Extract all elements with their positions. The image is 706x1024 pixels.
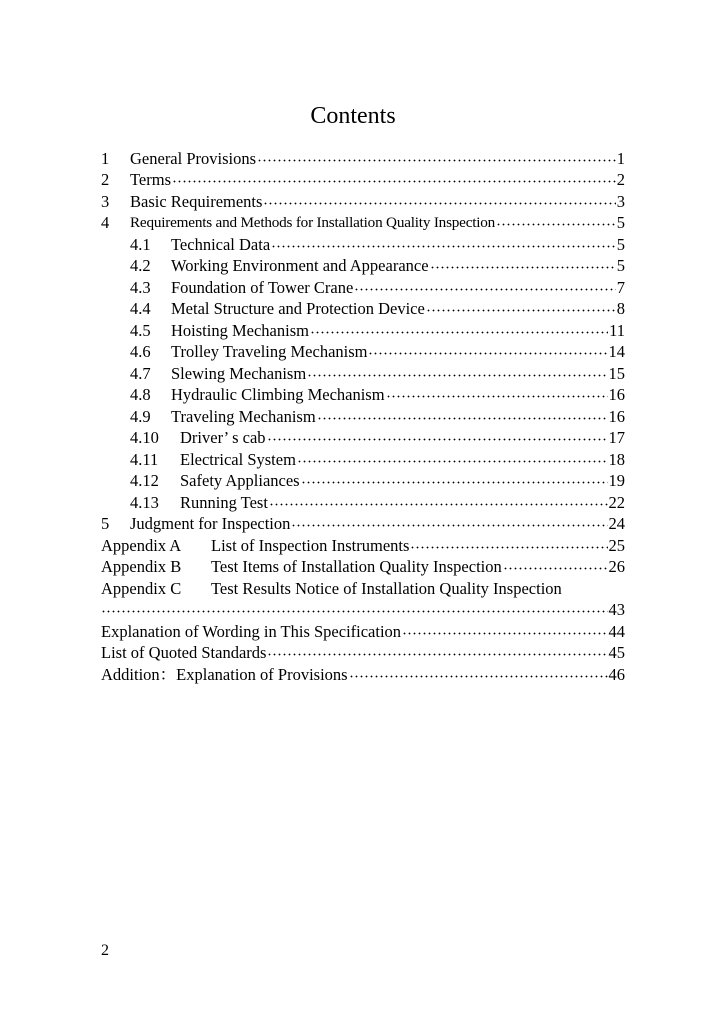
- toc-leader-dots: [101, 609, 608, 614]
- toc-entry-page: 14: [608, 342, 625, 361]
- toc-entry[interactable]: [101, 211, 625, 233]
- toc-entry-number: 4.1: [130, 234, 151, 254]
- toc-entry-page: 43: [608, 600, 625, 619]
- toc-entry-page: 17: [608, 428, 625, 447]
- toc-entry-title: Judgment for Inspection: [130, 514, 291, 533]
- toc-leader-dots: [267, 652, 607, 657]
- toc-entry[interactable]: [101, 318, 625, 340]
- toc-entry[interactable]: [101, 533, 625, 555]
- toc-entry[interactable]: [101, 404, 625, 426]
- table-of-contents: [101, 146, 625, 684]
- toc-leader-dots: [172, 179, 616, 184]
- toc-entry[interactable]: [101, 490, 625, 512]
- toc-entry-number: 4.9: [130, 406, 151, 426]
- toc-entry-title: Foundation of Tower Crane: [171, 277, 354, 297]
- toc-entry-number: 3: [101, 191, 110, 211]
- toc-entry-page: 16: [608, 385, 625, 404]
- toc-entry-number: 4.8: [130, 385, 151, 404]
- toc-entry[interactable]: [101, 189, 625, 211]
- toc-entry-number: 1: [101, 148, 110, 168]
- toc-entry-title: Hydraulic Climbing Mechanism: [171, 385, 385, 404]
- toc-entry-page: 3: [616, 191, 625, 211]
- toc-entry-title: List of Quoted Standards: [101, 643, 267, 662]
- toc-entry-title: General Provisions: [130, 148, 257, 168]
- toc-entry[interactable]: [101, 641, 625, 663]
- toc-entry-title: Requirements and Methods for Installation Quality Inspection: [130, 214, 496, 231]
- toc-entry[interactable]: [101, 555, 625, 577]
- toc-entry-title: Test Results Notice of Installation Quality Inspection: [211, 578, 562, 598]
- toc-entry-number: Appendix B: [101, 557, 182, 576]
- toc-entry[interactable]: [101, 168, 625, 190]
- toc-entry-page: 5: [616, 256, 625, 275]
- toc-entry[interactable]: [101, 619, 625, 641]
- toc-leader-dots: [368, 351, 607, 356]
- toc-entry-title: Electrical System: [180, 449, 296, 469]
- toc-entry-number: 5: [101, 514, 110, 533]
- toc-leader-dots: [271, 244, 616, 249]
- toc-entry[interactable]: [101, 469, 625, 491]
- toc-leader-dots: [263, 201, 615, 206]
- toc-entry-page: 16: [608, 406, 625, 426]
- toc-leader-dots: [267, 437, 608, 442]
- toc-leader-dots: [386, 394, 608, 399]
- toc-entry-title: Test Items of Installation Quality Inspection: [211, 557, 502, 576]
- toc-entry[interactable]: [101, 340, 625, 362]
- toc-entry-title: Driver’ s cab: [180, 428, 266, 447]
- toc-entry-number: 4.2: [130, 256, 151, 275]
- toc-entry-number: 4.12: [130, 471, 159, 490]
- toc-entry-page: 8: [616, 299, 625, 318]
- toc-entry-page: 45: [608, 643, 625, 662]
- toc-leader-dots: [426, 308, 616, 313]
- toc-entry-page: 2: [616, 170, 625, 189]
- toc-entry-title: Working Environment and Appearance: [171, 256, 429, 275]
- toc-entry-page: 46: [608, 664, 625, 684]
- toc-leader-dots: [496, 222, 616, 227]
- toc-entry-title: Slewing Mechanism: [171, 363, 307, 383]
- toc-leader-dots: [257, 158, 616, 163]
- toc-entry-number: 4.6: [130, 342, 151, 361]
- toc-entry-title: Technical Data: [171, 234, 271, 254]
- toc-entry-page: 11: [609, 320, 625, 340]
- toc-leader-dots: [301, 480, 608, 485]
- toc-leader-dots: [297, 459, 608, 464]
- toc-entry-title: Hoisting Mechanism: [171, 320, 309, 340]
- toc-leader-dots: [402, 631, 607, 636]
- toc-leader-dots: [307, 373, 607, 378]
- toc-entry-number: 4.10: [130, 428, 159, 447]
- toc-entry-page: 15: [608, 363, 625, 383]
- toc-entry-title: Basic Requirements: [130, 191, 263, 211]
- toc-entry[interactable]: [101, 232, 625, 254]
- toc-entry-page: 5: [616, 213, 625, 232]
- toc-entry[interactable]: [101, 576, 625, 598]
- toc-entry[interactable]: [101, 254, 625, 276]
- toc-entry-number: 2: [101, 170, 110, 189]
- toc-entry-number: Appendix C: [101, 578, 182, 598]
- toc-entry-number: 4.3: [130, 277, 151, 297]
- toc-entry-number: 4.13: [130, 492, 159, 512]
- toc-entry-number: 4.7: [130, 363, 151, 383]
- toc-entry-page: 19: [608, 471, 625, 490]
- toc-entry-continuation[interactable]: [101, 598, 625, 620]
- toc-leader-dots: [354, 287, 615, 292]
- toc-leader-dots: [410, 545, 607, 550]
- toc-entry-page: 26: [608, 557, 625, 576]
- toc-entry-title: List of Inspection Instruments: [211, 535, 410, 555]
- toc-entry[interactable]: [101, 512, 625, 534]
- toc-entry-title: Metal Structure and Protection Device: [171, 299, 425, 318]
- toc-entry-title: Explanation of Wording in This Specification: [101, 621, 402, 641]
- toc-entry-page: 7: [616, 277, 625, 297]
- page-number: 2: [101, 942, 109, 959]
- toc-leader-dots: [503, 566, 608, 571]
- toc-entry-page: 1: [616, 148, 625, 168]
- toc-entry-page: 18: [608, 449, 625, 469]
- toc-entry[interactable]: [101, 361, 625, 383]
- toc-leader-dots: [310, 330, 608, 335]
- toc-entry-number: 4.11: [130, 449, 159, 469]
- toc-entry[interactable]: [101, 426, 625, 448]
- toc-leader-dots: [430, 265, 616, 270]
- toc-entry-page: 5: [616, 234, 625, 254]
- toc-leader-dots: [291, 523, 607, 528]
- toc-entry-title: Addition：Explanation of Provisions: [101, 664, 348, 684]
- toc-entry[interactable]: [101, 383, 625, 405]
- toc-entry-number: 4.4: [130, 299, 151, 318]
- toc-entry-title: Safety Appliances: [180, 471, 300, 490]
- toc-entry-title: Running Test: [180, 492, 268, 512]
- toc-leader-dots: [269, 502, 608, 507]
- toc-entry-page: 24: [608, 514, 625, 533]
- toc-entry[interactable]: [101, 275, 625, 297]
- toc-entry-number: 4.5: [130, 320, 151, 340]
- toc-entry[interactable]: [101, 146, 625, 168]
- toc-entry[interactable]: [101, 447, 625, 469]
- page-title: Contents: [310, 103, 396, 129]
- toc-entry-page: 25: [608, 535, 625, 555]
- toc-entry-number: 4: [101, 213, 110, 232]
- toc-leader-dots: [349, 674, 608, 679]
- toc-entry-title: Trolley Traveling Mechanism: [171, 342, 368, 361]
- toc-entry-title: Traveling Mechanism: [171, 406, 316, 426]
- toc-entry-number: Appendix A: [101, 535, 182, 555]
- toc-entry-title: Terms: [130, 170, 172, 189]
- toc-entry-page: 22: [608, 492, 625, 512]
- toc-entry[interactable]: [101, 297, 625, 319]
- toc-leader-dots: [317, 416, 608, 421]
- toc-entry[interactable]: [101, 662, 625, 684]
- toc-entry-page: 44: [608, 621, 625, 641]
